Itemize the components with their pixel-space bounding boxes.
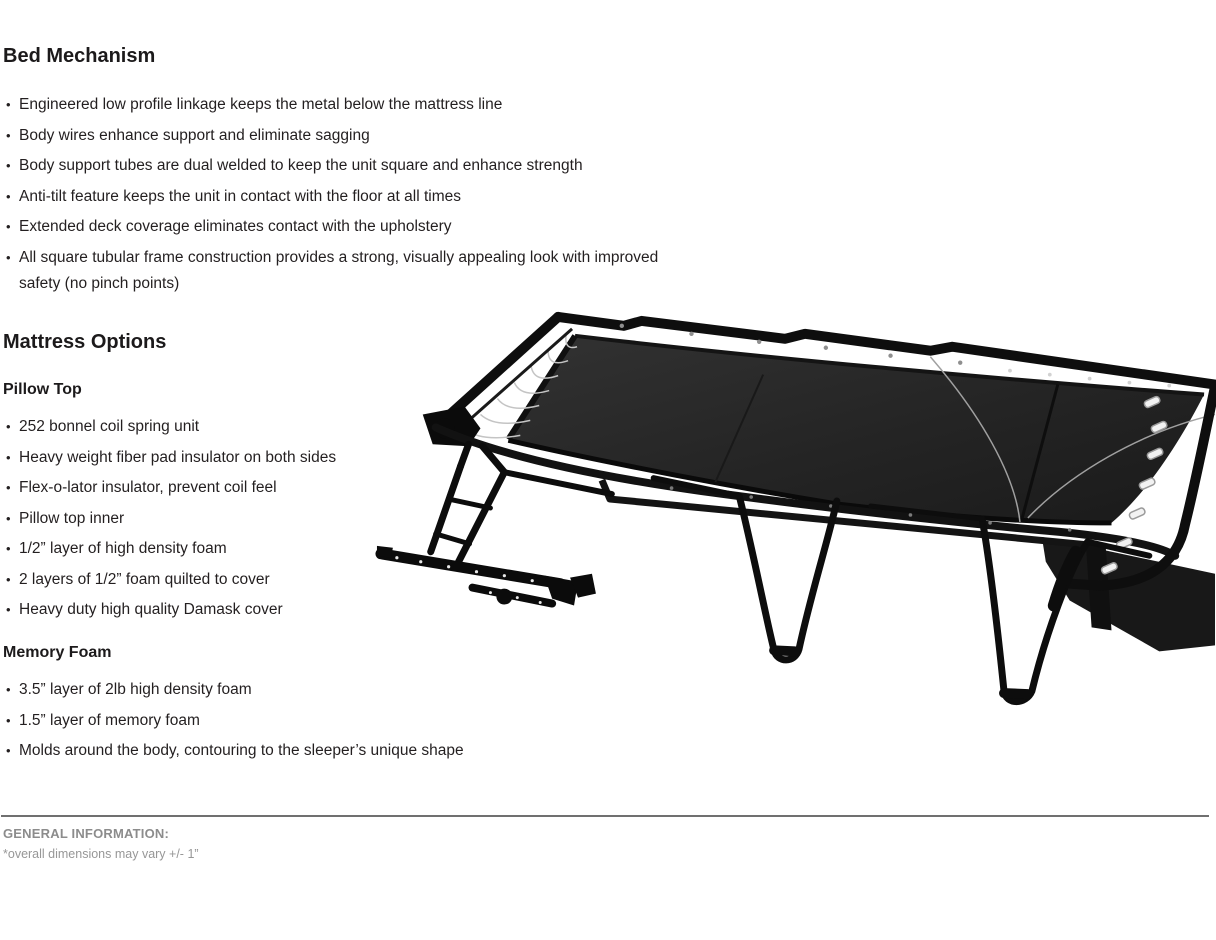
bullet-item: • Engineered low profile linkage keeps the metal below the mattress line	[4, 92, 659, 118]
footer-divider-line	[1, 815, 1209, 817]
bullet-item: • 2 layers of 1/2” foam quilted to cover	[4, 567, 394, 593]
bullet-item: • Heavy duty high quality Damask cover	[4, 597, 394, 623]
sofa-bed-frame-illustration	[372, 295, 1216, 720]
bullet-item: • Heavy weight fiber pad insulator on both sides	[4, 445, 394, 471]
pillow-top-bullet-list	[4, 414, 394, 628]
bullet-item: • Body wires enhance support and eliminate sagging	[4, 123, 659, 149]
dimensions-disclaimer-note: *overall dimensions may vary +/- 1”	[3, 847, 199, 861]
bullet-item: • 1/2” layer of high density foam	[4, 536, 394, 562]
bullet-item: • All square tubular frame construction provides a strong, visually appealing look with improved safety (no pinch points)	[4, 245, 659, 297]
bullet-item: • Body support tubes are dual welded to keep the unit square and enhance strength	[4, 153, 659, 179]
bullet-item: • Anti-tilt feature keeps the unit in contact with the floor at all times	[4, 184, 659, 210]
bullet-item: • Pillow top inner	[4, 506, 394, 532]
bed-mechanism-bullet-list	[4, 92, 659, 301]
section-title-bed-mechanism: Bed Mechanism	[3, 45, 156, 67]
bullet-item: • Molds around the body, contouring to the sleeper’s unique shape	[4, 738, 544, 764]
general-information-label: GENERAL INFORMATION:	[3, 826, 170, 841]
bullet-item: • 1.5” layer of memory foam	[4, 708, 544, 734]
bullet-item: • Flex-o-lator insulator, prevent coil feel	[4, 475, 394, 501]
bullet-item: • 252 bonnel coil spring unit	[4, 414, 394, 440]
section-title-mattress-options: Mattress Options	[3, 331, 167, 353]
bullet-item: • Extended deck coverage eliminates contact with the upholstery	[4, 214, 659, 240]
bullet-item: • 3.5” layer of 2lb high density foam	[4, 677, 544, 703]
bed-mechanism-photo	[372, 295, 1216, 720]
subsection-title-pillow-top: Pillow Top	[3, 381, 82, 398]
subsection-title-memory-foam: Memory Foam	[3, 644, 112, 661]
